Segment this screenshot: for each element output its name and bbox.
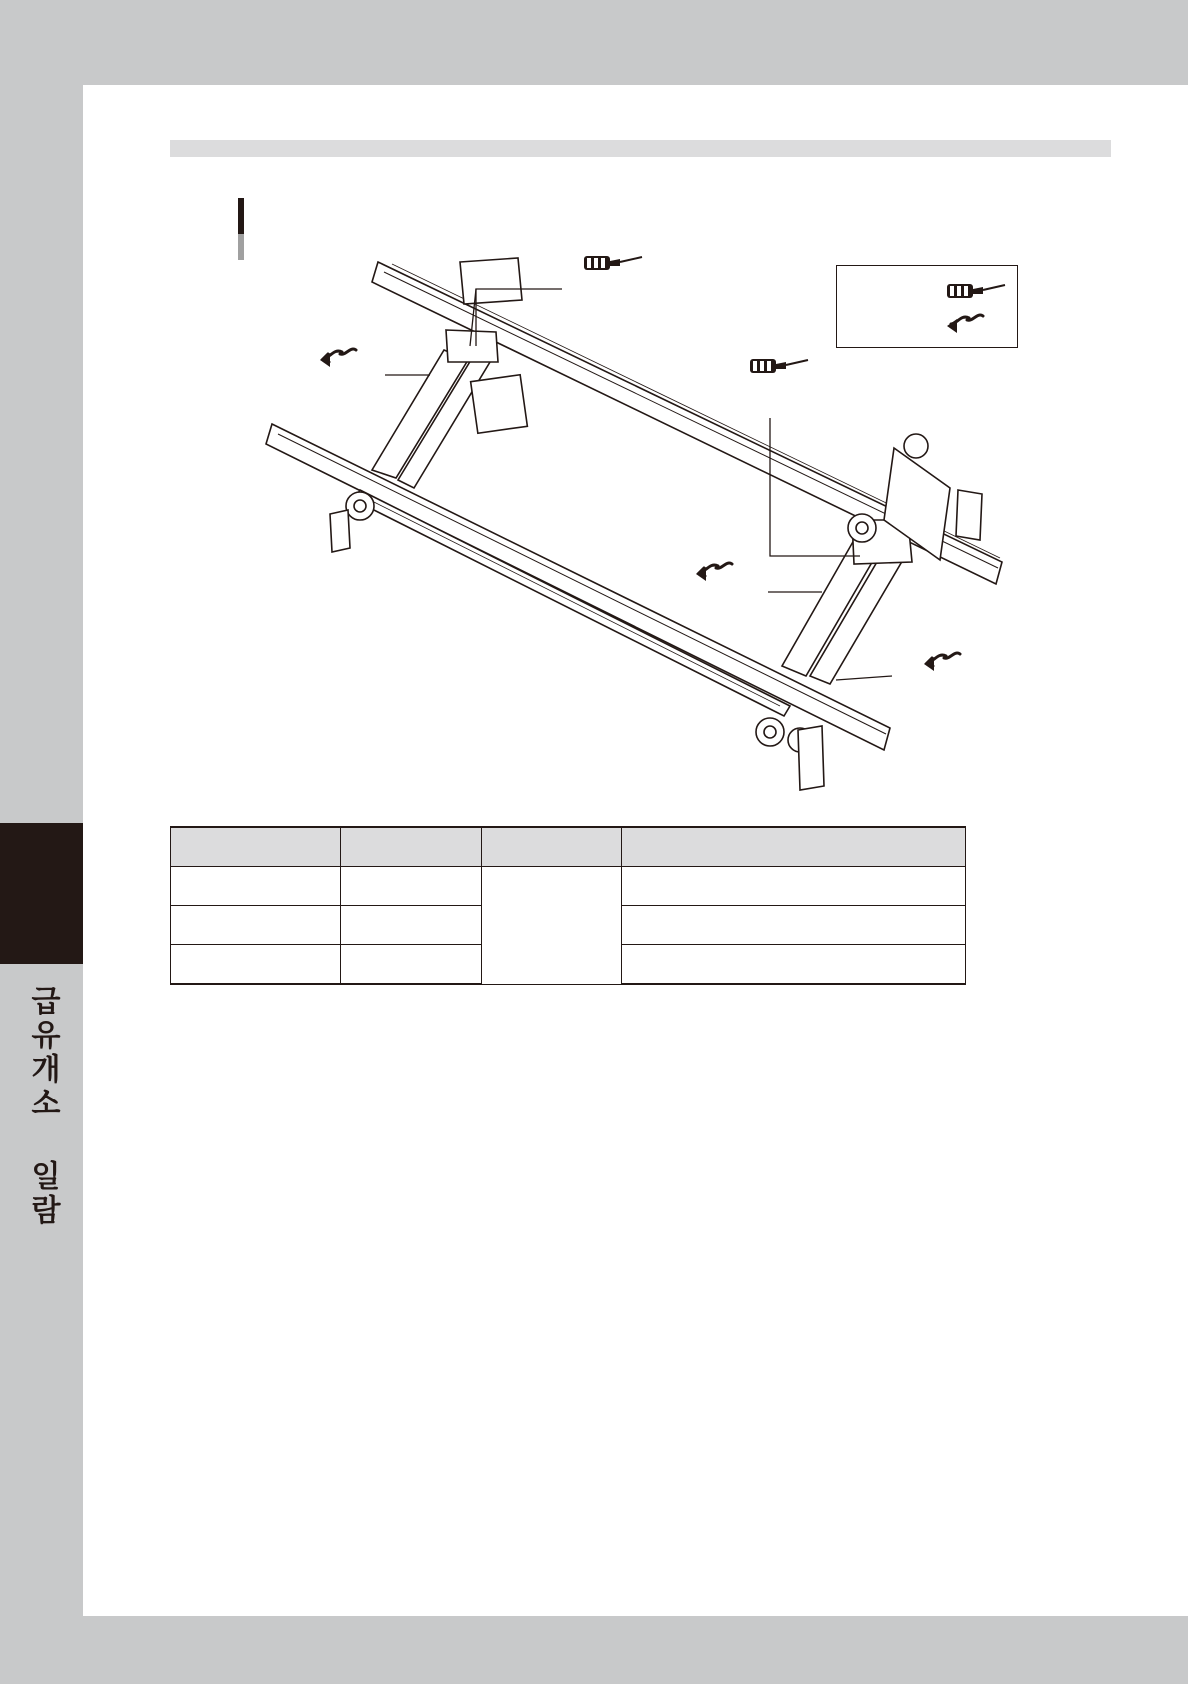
table-header-cell — [171, 827, 341, 867]
table-row — [171, 867, 966, 906]
table-cell — [171, 906, 341, 945]
oil-drip-arrow-icon — [947, 315, 983, 333]
table-cell — [171, 867, 341, 906]
table-header-cell — [481, 827, 622, 867]
oil-drip-arrow-icon — [924, 653, 960, 671]
table-cell — [340, 906, 481, 945]
table-header-row — [171, 827, 966, 867]
grease-gun-icon — [584, 256, 642, 270]
table-header-cell — [340, 827, 481, 867]
chapter-label: 급유개소 일람 — [25, 985, 60, 1228]
table-cell — [481, 867, 622, 985]
oil-drip-arrow-icon — [696, 563, 732, 581]
table-cell — [340, 867, 481, 906]
lubrication-table — [170, 826, 966, 985]
table-header-cell — [622, 827, 966, 867]
grease-gun-icon — [750, 359, 808, 373]
table-cell — [622, 906, 966, 945]
table-cell — [622, 867, 966, 906]
table-cell — [622, 945, 966, 985]
grease-gun-icon — [947, 284, 1005, 298]
lubrication-legend — [836, 265, 1018, 348]
oil-drip-arrow-icon — [320, 349, 356, 367]
table-cell — [340, 945, 481, 985]
table-cell — [171, 945, 341, 985]
